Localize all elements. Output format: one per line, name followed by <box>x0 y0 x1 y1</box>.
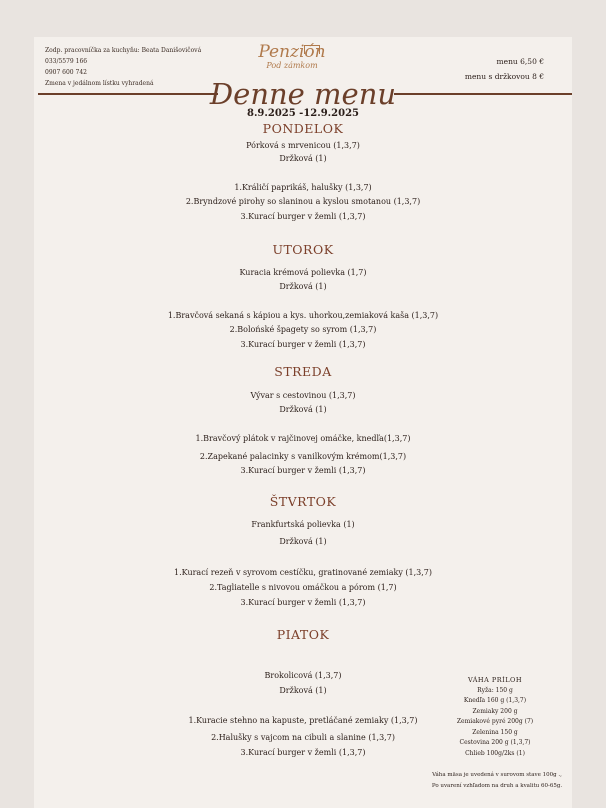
day-heading: PONDELOK <box>262 121 344 136</box>
weights-title: VÁHA PRÍLOH <box>467 676 523 684</box>
contact-line: Zodp. pracovníčka za kuchyňu: Beata Danišovičová <box>45 47 202 54</box>
soup-item: Kuracia krémová polievka (1,7) <box>239 268 367 277</box>
soup-item: Brokolicová (1,3,7) <box>264 671 342 680</box>
soup-item: Vývar s cestovinou (1,3,7) <box>250 391 356 400</box>
main-dish-item: 1.Bravčová sekaná s kápiou a kys. uhorkou,zemiaková kaša (1,3,7) <box>167 311 439 320</box>
weight-item: Cestovina 200 g (1,3,7) <box>459 739 531 746</box>
main-dish-item: 3.Kurací burger v žemli (1,3,7) <box>240 212 366 221</box>
main-dish-item: 1.Kurací rezeň v syrovom cestíčku, gratinované zemiaky (1,3,7) <box>174 568 432 577</box>
main-dish-item: 2.Zapekané palacinky s vanilkovým krémom(1,3,7) <box>199 452 407 461</box>
logo-line2: Pod zámkom <box>266 61 318 70</box>
logo-line1: Penzión <box>258 42 326 62</box>
day-heading: STREDA <box>274 364 332 379</box>
soup-item: Držková (1) <box>279 405 327 414</box>
contact-line: 0907 600 742 <box>45 69 87 76</box>
soup-item: Pórková s mrvenicou (1,3,7) <box>246 141 360 150</box>
soup-item: Držková (1) <box>279 537 327 546</box>
logo-roof-icon <box>304 45 320 54</box>
soup-item: Frankfurtská polievka (1) <box>251 520 355 529</box>
date-range: 8.9.2025 -12.9.2025 <box>246 108 359 119</box>
main-dish-item: 1.Kuracie stehno na kapuste, pretláčané zemiaky (1,3,7) <box>188 716 418 725</box>
price-line: menu s držkovou 8 € <box>464 72 544 81</box>
weight-item: Zelenina 150 g <box>472 728 518 736</box>
main-dish-item: 1.Bravčový plátok v rajčinovej omáčke, knedľa(1,3,7) <box>195 434 411 443</box>
footnote-line: Po uvarení vzhľadom na druh a kvalitu 60-65g. <box>431 783 563 789</box>
main-dish-item: 3.Kurací burger v žemli (1,3,7) <box>240 748 366 757</box>
weight-item: Knedľa 160 g (1,3,7) <box>463 697 527 704</box>
contact-line: 033/5579 166 <box>45 58 88 65</box>
main-dish-item: 2.Tagliatelle s nivovou omáčkou a pórom (1,7) <box>209 583 397 592</box>
price-line: menu 6,50 € <box>496 57 544 66</box>
footnote-line: Váha mäsa je uvedená v surovom stave 100g ., <box>432 772 562 778</box>
weight-item: Chlieb 100g/2ks (1) <box>465 749 525 757</box>
page-title: Denne menu <box>209 77 397 111</box>
main-dish-item: 3.Kurací burger v žemli (1,3,7) <box>240 598 366 607</box>
day-heading: ŠTVRTOK <box>269 494 337 509</box>
soup-item: Držková (1) <box>279 686 327 695</box>
weight-item: Ryža: 150 g <box>477 686 513 694</box>
main-dish-item: 3.Kurací burger v žemli (1,3,7) <box>240 340 366 349</box>
weight-item: Zemiaky 200 g <box>472 707 518 715</box>
day-heading: PIATOK <box>276 627 330 642</box>
soup-item: Držková (1) <box>279 154 327 163</box>
soup-item: Držková (1) <box>279 282 327 291</box>
main-dish-item: 1.Králičí paprikáš, halušky (1,3,7) <box>234 183 372 192</box>
main-dish-item: 2.Bolońské špagety so syrom (1,3,7) <box>229 325 377 334</box>
main-dish-item: 2.Bryndzové pirohy so slaninou a kyslou smotanou (1,3,7) <box>185 197 421 206</box>
day-heading: UTOROK <box>272 242 334 257</box>
main-dish-item: 2.Halušky s vajcom na cibuli a slanine (1,3,7) <box>211 733 395 742</box>
weight-item: Zemiakové pyré 200g (7) <box>456 718 534 725</box>
main-dish-item: 3.Kurací burger v žemli (1,3,7) <box>240 466 366 475</box>
contact-line: Zmena v jedálnom lístku vyhradená <box>45 80 154 87</box>
side-weights <box>430 675 560 759</box>
